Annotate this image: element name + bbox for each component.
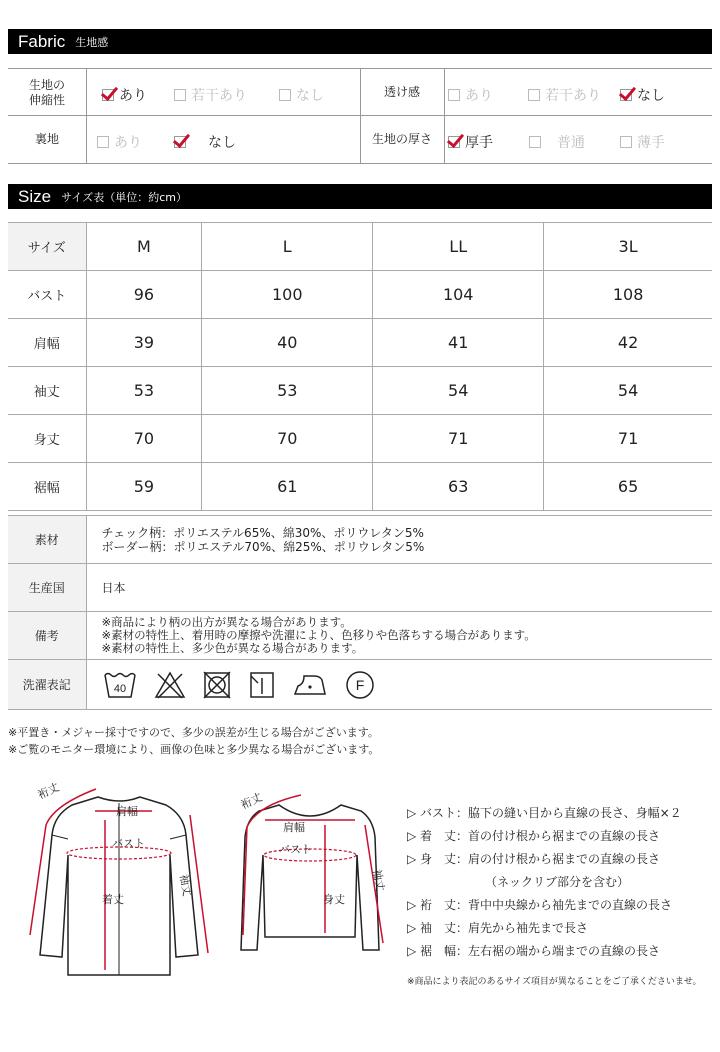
label-katahaba: 肩幅 xyxy=(283,821,305,834)
explanation-item: ▷ バスト：脇下の縫い目から直線の長さ、身幅×２ xyxy=(407,806,682,820)
no-bleach-icon xyxy=(154,670,186,700)
table-cell: 70 xyxy=(202,415,373,463)
fabric-table xyxy=(8,68,712,164)
note: ※ご覧のモニター環境により、画像の色味と多少異なる場合がございます。 xyxy=(8,743,380,756)
checked-box-icon xyxy=(448,136,460,148)
washing-symbols xyxy=(86,660,712,710)
label-yuki: 裄丈 xyxy=(35,780,62,802)
note: ※平置き・メジャー採寸ですので、多少の誤差が生じる場合がございます。 xyxy=(8,726,379,739)
size-header xyxy=(8,184,712,209)
fabric-label-lining: 裏地 xyxy=(34,132,59,146)
info-row-remarks xyxy=(8,612,712,660)
table-cell: 108 xyxy=(544,271,712,319)
size-header-cell: L xyxy=(202,223,373,271)
option-thin: 薄手 xyxy=(620,132,665,152)
fabric-row xyxy=(8,116,712,163)
checkbox-icon xyxy=(529,136,541,148)
checkbox-icon xyxy=(528,89,540,101)
fabric-header xyxy=(8,29,712,54)
table-cell: 39 xyxy=(86,319,202,367)
size-header-cell: M xyxy=(86,223,202,271)
option-lining-no: なし xyxy=(174,132,236,152)
table-cell: 65 xyxy=(544,463,712,511)
size-subtitle: サイズ表（単位：約cm） xyxy=(61,190,187,204)
label-sodetake: 袖丈 xyxy=(177,873,194,898)
wash-40-icon xyxy=(102,669,138,701)
table-cell: 61 xyxy=(202,463,373,511)
option-normal: 普通 xyxy=(529,132,585,152)
dry-clean-f-icon xyxy=(344,669,376,701)
checkbox-icon xyxy=(620,136,632,148)
fabric-row xyxy=(8,69,712,116)
option-lining-yes: あり xyxy=(97,132,142,152)
explanation-item: ▷ 裾 幅：左右裾の端から端までの直線の長さ xyxy=(407,944,661,958)
checked-box-icon xyxy=(174,136,186,148)
checkbox-icon xyxy=(279,89,291,101)
row-label: バスト xyxy=(8,271,86,319)
fabric-title: Fabric xyxy=(18,31,66,51)
table-cell: 53 xyxy=(86,367,202,415)
size-table xyxy=(8,222,712,511)
low-iron-icon xyxy=(292,670,328,700)
measurement-notes xyxy=(8,724,379,758)
table-cell: 40 xyxy=(202,319,373,367)
dry-clean-letter: F xyxy=(355,676,364,693)
option-thick: 厚手 xyxy=(448,132,493,152)
option-stretch-yes: あり xyxy=(102,85,147,105)
label-katahaba: 肩幅 xyxy=(116,805,138,818)
option-sheer-no: なし xyxy=(620,85,665,105)
explanation-item: （ネックリブ部分を含む） xyxy=(485,875,630,889)
table-cell: 54 xyxy=(373,367,544,415)
size-title: Size xyxy=(18,186,52,206)
table-cell: 71 xyxy=(544,415,712,463)
label-mitake: 身丈 xyxy=(323,893,345,906)
label-sodetake: 袖丈 xyxy=(370,868,387,893)
row-label: 裾幅 xyxy=(8,463,86,511)
table-cell: 53 xyxy=(202,367,373,415)
option-stretch-no: なし xyxy=(279,85,324,105)
info-row-material xyxy=(8,516,712,564)
checkbox-icon xyxy=(174,89,186,101)
fabric-label-stretch: 生地の 伸縮性 xyxy=(28,77,65,107)
info-label: 生産国 xyxy=(8,564,86,612)
table-cell: 41 xyxy=(373,319,544,367)
option-sheer-yes: あり xyxy=(448,85,493,105)
measurement-diagram xyxy=(10,775,400,985)
size-header-cell: サイズ xyxy=(8,223,86,271)
origin-value: 日本 xyxy=(86,564,712,612)
table-cell: 71 xyxy=(373,415,544,463)
table-cell: 104 xyxy=(373,271,544,319)
table-cell: 100 xyxy=(202,271,373,319)
remarks-value: ※商品により柄の出方が異なる場合があります。 ※素材の特性上、着用時の摩擦や洗濯により、色移りや色落ちする場合があります。 ※素材の特性上、多少色が異なる場合があります。 xyxy=(86,612,712,660)
table-cell: 42 xyxy=(544,319,712,367)
checked-box-icon xyxy=(102,89,114,101)
table-cell: 63 xyxy=(373,463,544,511)
explanation-item: ▷ 裄 丈：背中中央線から袖先までの直線の長さ xyxy=(407,898,673,912)
table-cell: 54 xyxy=(544,367,712,415)
info-row-washing xyxy=(8,660,712,710)
info-label: 素材 xyxy=(8,516,86,564)
info-label: 備考 xyxy=(8,612,86,660)
shirt-diagram xyxy=(238,790,387,950)
table-cell: 70 xyxy=(86,415,202,463)
checkbox-icon xyxy=(448,89,460,101)
row-label: 身丈 xyxy=(8,415,86,463)
label-yuki: 裄丈 xyxy=(238,790,265,812)
table-cell: 96 xyxy=(86,271,202,319)
fabric-label-sheer: 透け感 xyxy=(383,85,420,99)
option-sheer-slight: 若干あり xyxy=(528,85,601,105)
jacket-diagram xyxy=(30,780,208,975)
product-info-table xyxy=(8,515,712,710)
table-row xyxy=(8,463,712,511)
table-cell: 59 xyxy=(86,463,202,511)
explanation-item: ▷ 身 丈：肩の付け根から裾までの直線の長さ xyxy=(407,852,661,866)
footnote: ※商品により表記のあるサイズ項目が異なることをご了承くださいませ。 xyxy=(407,977,702,987)
table-row xyxy=(8,367,712,415)
no-tumble-dry-icon xyxy=(202,670,232,700)
size-header-row xyxy=(8,223,712,271)
checked-box-icon xyxy=(620,89,632,101)
label-bust: バスト xyxy=(279,843,312,856)
explanation-item: ▷ 袖 丈：肩先から袖先まで長さ xyxy=(407,921,589,935)
fabric-subtitle: 生地感 xyxy=(75,35,109,49)
wash-temperature: 40 xyxy=(113,682,126,695)
table-row xyxy=(8,415,712,463)
table-row xyxy=(8,319,712,367)
label-kitake: 着丈 xyxy=(102,893,124,906)
size-header-cell: 3L xyxy=(544,223,712,271)
label-bust: バスト xyxy=(112,837,145,850)
option-stretch-slight: 若干あり xyxy=(174,85,247,105)
row-label: 袖丈 xyxy=(8,367,86,415)
explanation-item: ▷ 着 丈：首の付け根から裾までの直線の長さ xyxy=(407,829,661,843)
checkbox-icon xyxy=(97,136,109,148)
line-dry-icon xyxy=(248,670,276,700)
material-value: チェック柄：ポリエステル65%、綿30%、ポリウレタン5% ボーダー柄：ポリエステル70%、綿25%、ポリウレタン5% xyxy=(86,516,712,564)
row-label: 肩幅 xyxy=(8,319,86,367)
table-row xyxy=(8,271,712,319)
info-label: 洗濯表記 xyxy=(8,660,86,710)
info-row-origin xyxy=(8,564,712,612)
measurement-explanations xyxy=(407,802,720,963)
fabric-label-thickness: 生地の厚さ xyxy=(371,132,432,146)
size-header-cell: LL xyxy=(373,223,544,271)
